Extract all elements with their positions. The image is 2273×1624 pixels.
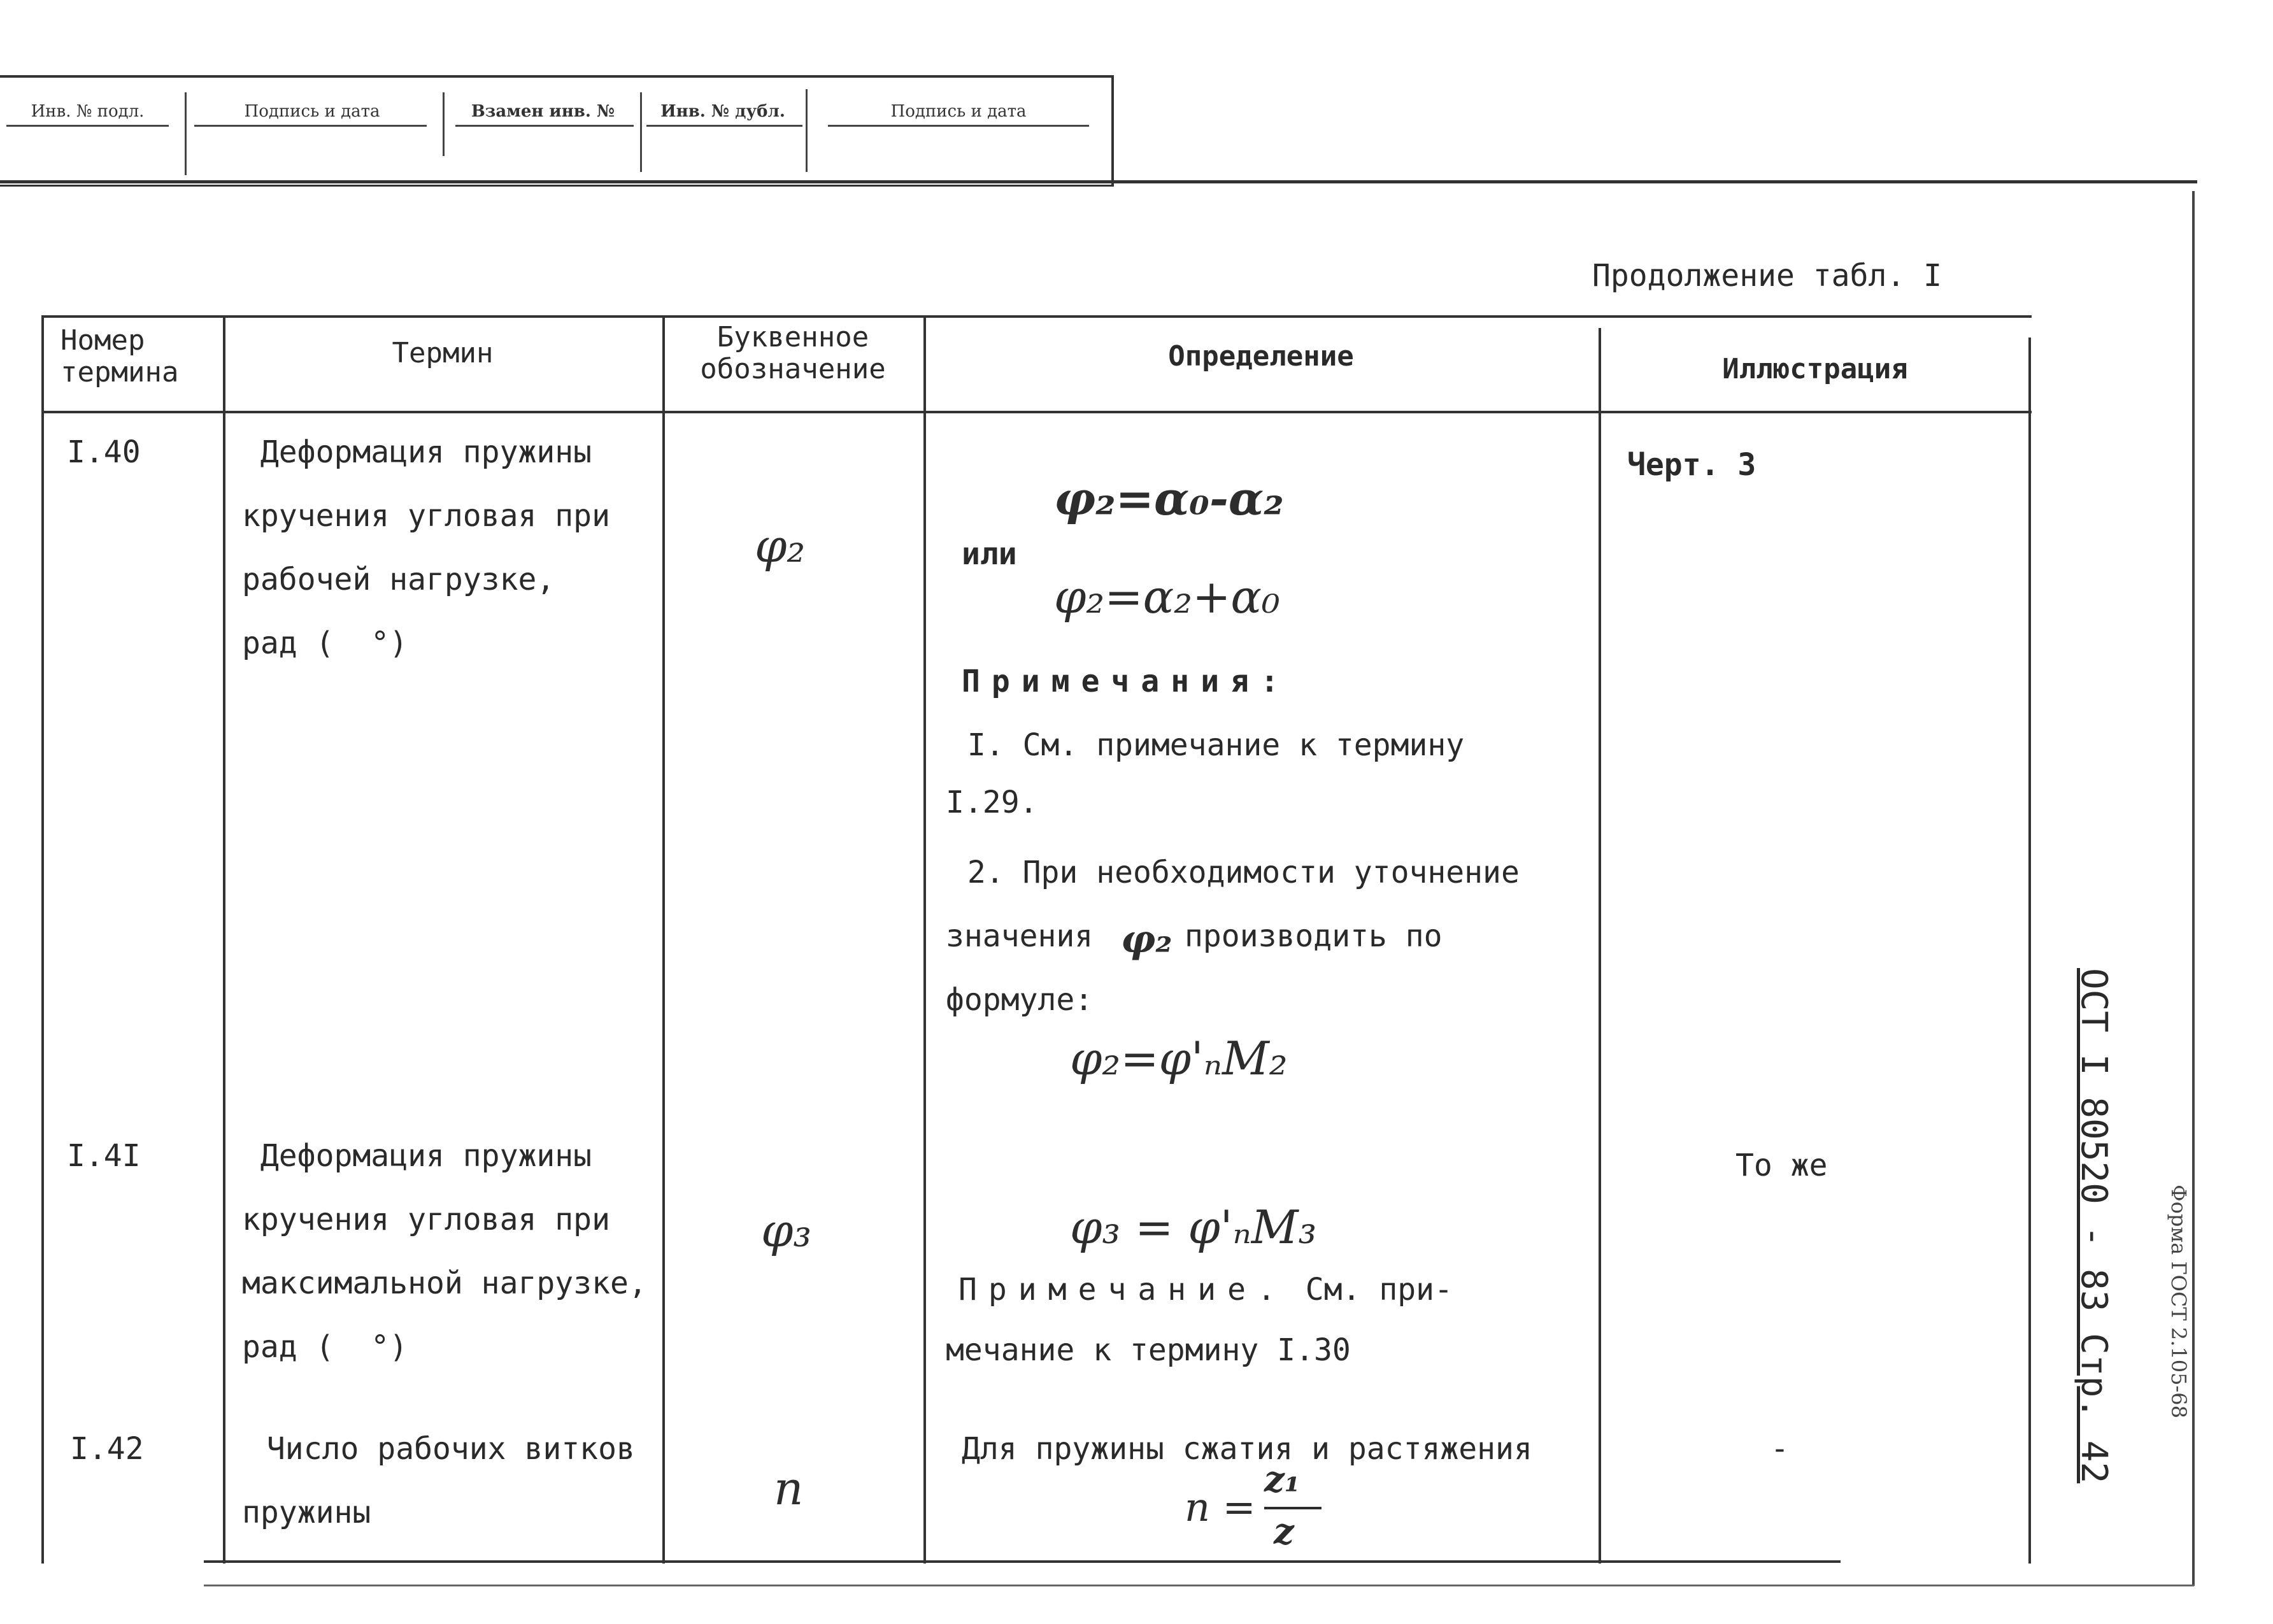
fraction-lhs: n = — [1185, 1484, 1256, 1530]
fraction-denominator: z — [1274, 1511, 1294, 1553]
symbol-formula: φ₂ — [755, 519, 806, 573]
table-top-border — [41, 315, 2032, 318]
table-col-divider — [1599, 328, 1601, 1563]
stamp-underline — [828, 125, 1089, 127]
stamp-divider — [185, 92, 187, 175]
table-col-divider — [662, 315, 665, 1563]
stamp-underline — [646, 125, 802, 127]
fraction-numerator: z₁ — [1264, 1458, 1300, 1500]
sheet-right-border — [2192, 191, 2195, 1586]
definition-formula: φ₃ = φ'ₙM₃ — [1070, 1200, 1317, 1254]
note-spaced: Примечание. — [958, 1272, 1287, 1307]
term-line: максимальной нагрузке, — [242, 1265, 647, 1301]
header-definition: Определение — [1168, 340, 1354, 373]
note-line: I. См. примечание к термину — [949, 727, 1465, 763]
definition-formula: φ₂=α₂+α₀ — [1054, 570, 1280, 623]
stamp-underline — [6, 125, 169, 127]
definition-formula: φ₂=φ'ₙM₂ — [1070, 1032, 1288, 1085]
row-number: I.40 — [67, 434, 141, 470]
table-header-border — [41, 411, 2032, 413]
illustration-ref: - — [1771, 1431, 1789, 1467]
table-col-divider — [923, 315, 926, 1563]
fraction-bar — [1264, 1507, 1322, 1509]
inline-symbol: φ₂ — [1121, 917, 1172, 962]
stamp-inv-dubl: Инв. № дубл. — [660, 102, 785, 121]
note-line: значения — [946, 918, 1094, 954]
symbol-formula: n — [774, 1462, 804, 1515]
table-right-border — [2028, 338, 2031, 1563]
sheet-bottom-border — [204, 1585, 2194, 1586]
header-illustration: Иллюстрация — [1722, 353, 1908, 385]
note-line: формуле: — [946, 982, 1094, 1018]
continuation-label: Продолжение табл. I — [1592, 258, 1942, 294]
table-left-border — [41, 315, 44, 1563]
stamp-underline — [455, 125, 634, 127]
definition-formula: φ₂=α₀-α₂ — [1054, 471, 1284, 525]
note-line — [958, 1258, 1453, 1321]
note-line: 2. При необходимости уточнение — [949, 855, 1520, 890]
illustration-ref: То же — [1735, 1148, 1828, 1183]
stamp-underline — [194, 125, 427, 127]
note-line: I.29. — [946, 785, 1038, 820]
term-line: Деформация пружины — [242, 1138, 592, 1174]
stamp-divider — [806, 89, 808, 172]
stamp-inv-podl: Инв. № подл. — [31, 102, 145, 121]
illustration-ref: Черт. 3 — [1627, 447, 1756, 483]
term-line: кручения угловая при — [242, 1202, 610, 1237]
stamp-vzamen-inv: Взамен инв. № — [471, 102, 615, 121]
document-code: ОСТ I 80520 - 83 Стр. 42 — [2073, 968, 2114, 1484]
note-line: мечание к термину I.30 — [946, 1332, 1351, 1368]
term-line: Число рабочих витков — [248, 1431, 635, 1467]
header-number: Номер термина — [61, 324, 179, 388]
header-term: Термин — [392, 337, 494, 369]
table-col-divider — [223, 315, 225, 1563]
note-line: производить по — [1185, 918, 1443, 954]
stamp-divider — [443, 92, 445, 156]
table-bottom-border — [204, 1560, 1841, 1563]
stamp-podpis-data-1: Подпись и дата — [244, 102, 380, 121]
term-line: кручения угловая при — [242, 498, 610, 534]
header-symbol: Буквенное обозначение — [700, 321, 886, 385]
row-number: I.42 — [70, 1431, 144, 1467]
definition-text: Для пружины сжатия и растяжения — [962, 1431, 1532, 1467]
term-line: рабочей нагрузке, — [242, 562, 555, 597]
definition-or: или — [962, 536, 1017, 572]
symbol-formula: φ₃ — [761, 1204, 812, 1257]
term-line: рад ( °) — [242, 625, 408, 661]
row-number: I.4I — [67, 1138, 141, 1174]
term-line: рад ( °) — [242, 1329, 408, 1365]
stamp-podpis-data-2: Подпись и дата — [890, 102, 1027, 121]
term-line: пружины — [242, 1495, 371, 1530]
note-rest: См. при- — [1286, 1272, 1453, 1307]
notes-title: Примечания: — [962, 664, 1290, 699]
term-line: Деформация пружины — [242, 434, 592, 470]
form-reference: Форма ГОСТ 2.105-68 — [2167, 1185, 2191, 1419]
sheet-top-border — [0, 180, 2197, 183]
stamp-frame — [0, 75, 1114, 187]
stamp-divider — [640, 92, 642, 172]
